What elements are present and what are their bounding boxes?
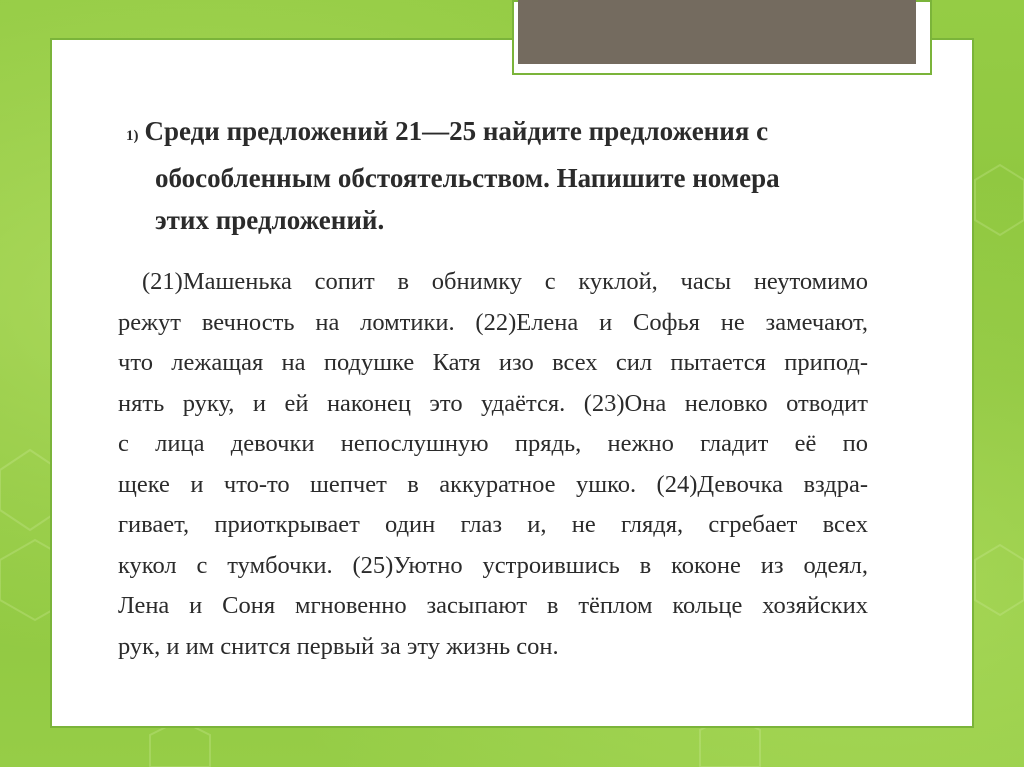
- task-line-1: [126, 110, 906, 157]
- passage-line: рук, и им снится первый за эту жизнь сон.: [118, 632, 559, 660]
- passage-line: (21)Машенька сопит в обнимку с куклой, часы неутомимо: [142, 268, 868, 295]
- passage-line: нять руку, и ей наконец это удаётся. (23)Она неловко отводит: [118, 389, 868, 417]
- title-box: [518, 0, 916, 64]
- passage-line: что лежащая на подушке Катя изо всех сил пытается припод-: [118, 349, 868, 376]
- passage-line: щеке и что-то шепчет в аккуратное ушко. (24)Девочка вздра-: [118, 470, 868, 498]
- passage-line: с лица девочки непослушную прядь, нежно гладит её по: [118, 430, 868, 457]
- task-line-2: обособленным обстоятельством. Напишите номера: [155, 163, 780, 193]
- passage-line: режут вечность на ломтики. (22)Елена и Софья не замечают,: [118, 308, 868, 336]
- task-question: [126, 110, 906, 241]
- passage-line: кукол с тумбочки. (25)Уютно устроившись в коконе из одеял,: [118, 551, 868, 579]
- task-line-3: этих предложений.: [155, 205, 385, 235]
- passage-text: [118, 262, 868, 667]
- passage-line: гивает, приоткрывает один глаз и, не глядя, сгребает всех: [118, 511, 868, 538]
- task-number: 1): [126, 128, 139, 144]
- passage-line: Лена и Соня мгновенно засыпают в тёплом кольце хозяйских: [118, 592, 868, 619]
- task-text: Среди предложений 21—25 найдите предложения с: [144, 116, 769, 146]
